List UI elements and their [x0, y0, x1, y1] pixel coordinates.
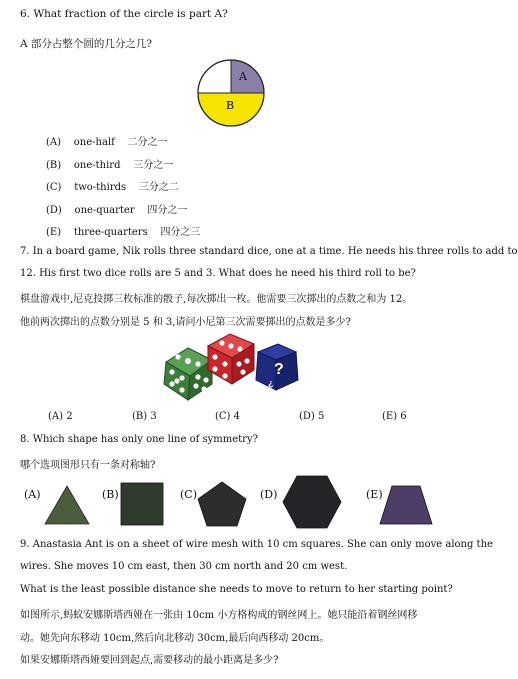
square-shape[interactable]: [120, 482, 164, 526]
option-key: (D): [46, 205, 62, 216]
q6-option-c[interactable]: [46, 178, 179, 193]
option-zh: 四分之三: [160, 227, 201, 238]
option-zh: 二分之一: [127, 137, 168, 148]
q6-option-d[interactable]: [46, 201, 187, 216]
option-en: two-thirds: [74, 182, 127, 193]
q9-text-en-3: What is the least possible distance she needs to move to return to her starting point?: [20, 584, 453, 595]
option-value: 6: [400, 411, 407, 422]
option-zh: 三分之二: [138, 182, 179, 193]
pentagon-shape[interactable]: [196, 480, 248, 528]
q7-option-b[interactable]: [132, 411, 157, 422]
q8-option-c-label[interactable]: (C): [180, 488, 197, 501]
q8-text-zh: 哪个选项图形只有一条对称轴?: [20, 460, 156, 471]
blue-die-icon: [254, 342, 300, 392]
q7-text-en-2: 12. His first two dice rolls are 5 and 3. What does he need his third roll to be?: [20, 268, 416, 279]
option-key: (A): [46, 137, 62, 148]
option-key: (B): [132, 411, 148, 422]
option-key: (E): [46, 227, 62, 238]
q8-text-en: 8. Which shape has only one line of symmetry?: [20, 434, 258, 445]
option-key: (D): [299, 411, 315, 422]
q6-option-b[interactable]: [46, 156, 173, 171]
svg-text:¿: ¿: [268, 378, 274, 388]
q7-option-d[interactable]: [299, 411, 324, 422]
q8-option-a-label[interactable]: (A): [24, 488, 41, 501]
q8-option-d-label[interactable]: (D): [260, 488, 278, 501]
option-key: (C): [46, 182, 62, 193]
q9-text-zh-2: 动。她先向东移动 10cm,然后向北移动 30cm,最后向西移动 20cm。: [20, 633, 330, 644]
svg-text:?: ?: [274, 361, 284, 378]
trapezoid-shape[interactable]: [378, 484, 434, 526]
option-key: (B): [46, 160, 62, 171]
hexagon-shape[interactable]: [281, 474, 343, 530]
q9-text-zh-1: 如图所示,蚂蚁安娜斯塔西娅在一张由 10cm 小方格构成的钢丝网上。她只能沿着钢丝网移: [20, 610, 418, 621]
option-zh: 三分之一: [133, 160, 174, 171]
option-key: (E): [382, 411, 398, 422]
q6-text-zh: A 部分占整个圆的几分之几?: [20, 38, 153, 50]
q6-option-a[interactable]: [46, 133, 168, 148]
option-en: three-quarters: [73, 227, 148, 238]
option-value: 2: [66, 411, 73, 422]
q8-option-b-label[interactable]: (B): [102, 488, 119, 501]
option-zh: 四分之一: [147, 205, 188, 216]
circle-figure: [196, 58, 266, 128]
circle-label-b: B: [226, 99, 235, 112]
q6-text-en: 6. What fraction of the circle is part A?: [20, 8, 228, 20]
q7-option-e[interactable]: [382, 411, 407, 422]
q7-text-zh-2: 他前两次掷出的点数分别是 5 和 3,请问小尼第三次需要掷出的点数是多少?: [20, 317, 351, 328]
red-die-icon: [204, 332, 260, 388]
option-en: one-half: [73, 137, 115, 148]
q7-option-c[interactable]: [215, 411, 240, 422]
q7-text-en-1: 7. In a board game, Nik rolls three standard dice, one at a time. He needs his three rolls to add to: [20, 246, 518, 257]
q9-text-zh-3: 如果安娜斯塔西娅要回到起点,需要移动的最小距离是多少?: [20, 655, 279, 666]
triangle-shape[interactable]: [43, 484, 91, 526]
circle-label-a: A: [239, 70, 247, 83]
q9-text-en-1: 9. Anastasia Ant is on a sheet of wire mesh with 10 cm squares. She can only move along the: [20, 539, 493, 550]
option-key: (C): [215, 411, 231, 422]
q7-text-zh-1: 棋盘游戏中,尼克投掷三枚标准的骰子,每次掷出一枚。他需要三次掷出的点数之和为 12。: [20, 294, 413, 305]
q9-text-en-2: wires. She moves 10 cm east, then 30 cm north and 20 cm west.: [20, 561, 348, 572]
option-value: 3: [150, 411, 157, 422]
q6-option-e[interactable]: [46, 223, 200, 238]
option-en: one-quarter: [74, 205, 135, 216]
option-en: one-third: [73, 160, 121, 171]
option-key: (A): [48, 411, 64, 422]
option-value: 4: [233, 411, 241, 422]
q7-option-a[interactable]: [48, 411, 73, 422]
q8-option-e-label[interactable]: (E): [366, 488, 383, 501]
option-value: 5: [318, 411, 325, 422]
